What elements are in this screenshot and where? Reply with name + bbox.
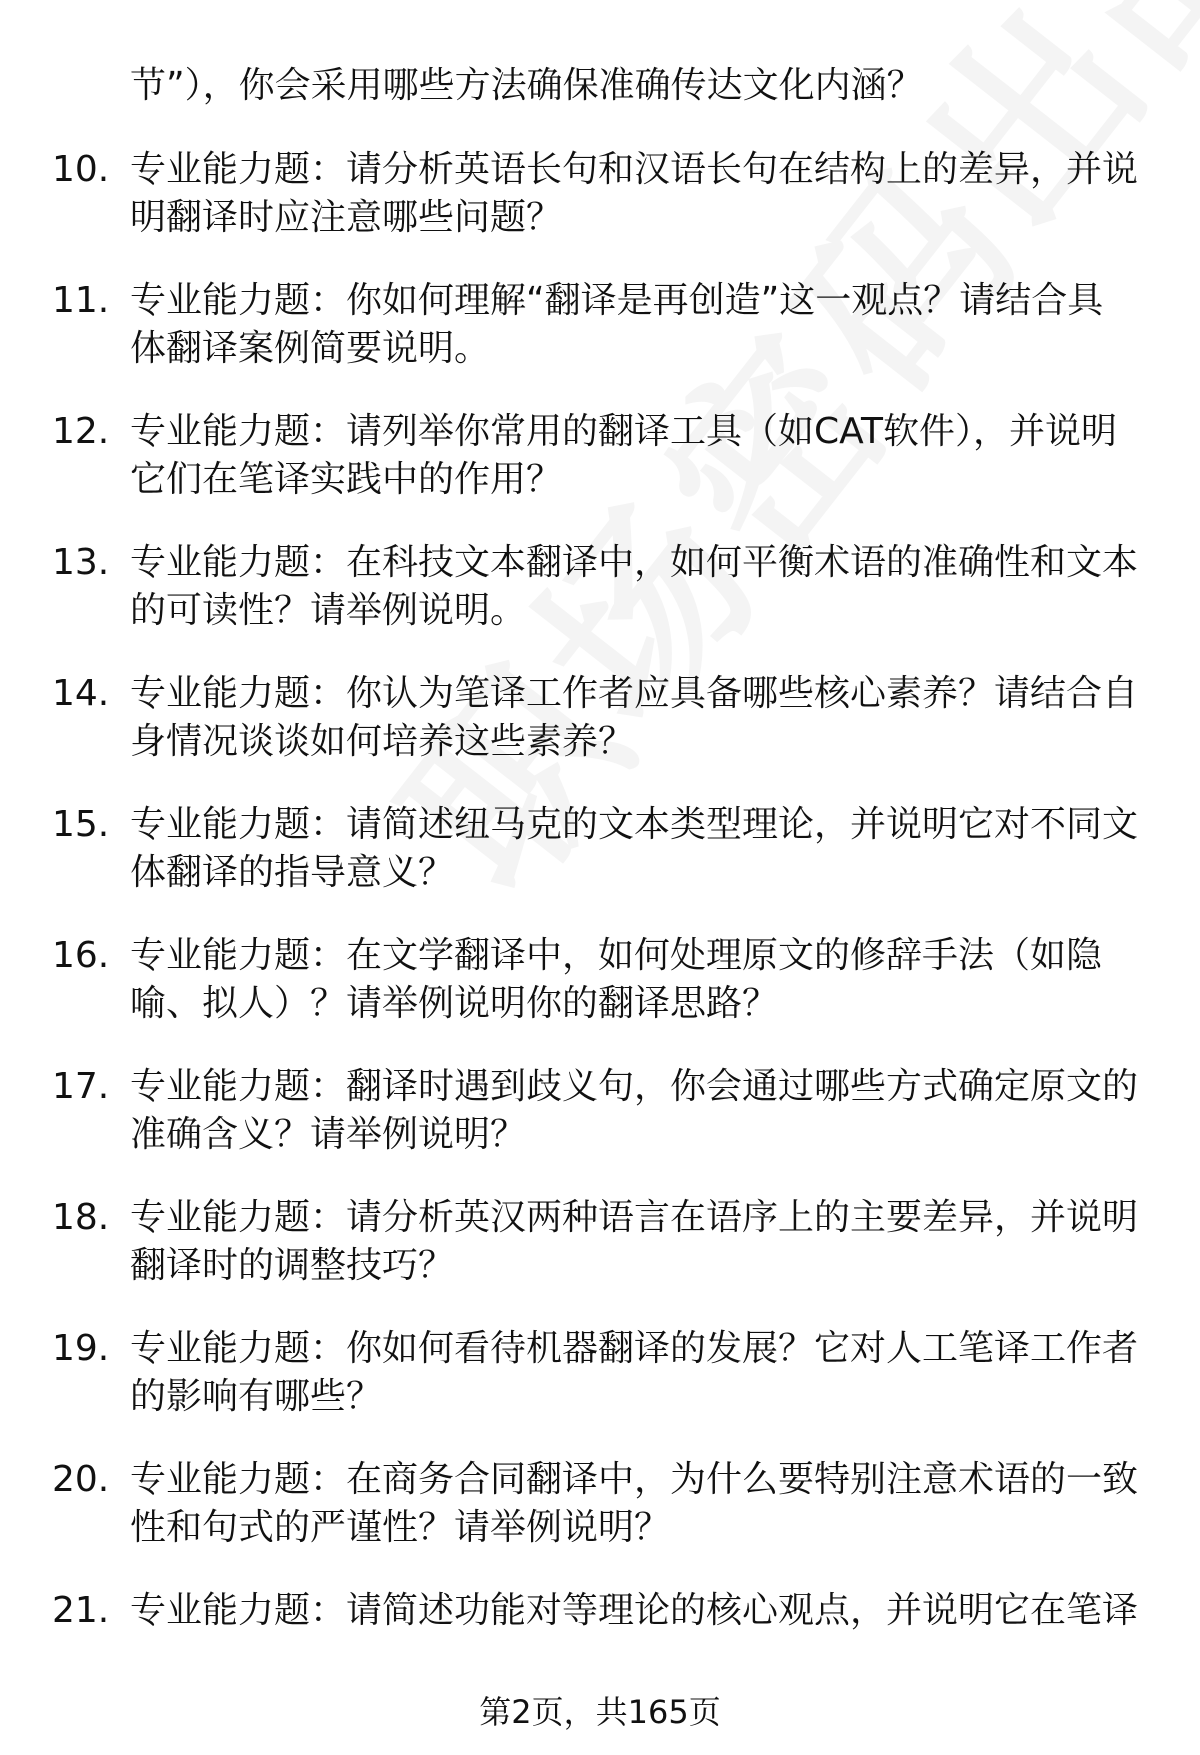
question-text-line: 翻译时的调整技巧？ bbox=[130, 1245, 455, 1286]
question-text-line: 专业能力题：你如何看待机器翻译的发展？它对人工笔译工作者 bbox=[130, 1328, 1139, 1369]
question-number: 10. bbox=[52, 149, 110, 190]
question-list bbox=[0, 146, 1200, 1718]
question-text-line: 专业能力题：请简述功能对等理论的核心观点，并说明它在笔译 bbox=[130, 1590, 1139, 1631]
question-number: 18. bbox=[52, 1197, 110, 1238]
question-text-line: 喻、拟人）？请举例说明你的翻译思路？ bbox=[130, 983, 779, 1024]
question-text bbox=[130, 1325, 1140, 1421]
question-number: 21. bbox=[52, 1590, 110, 1631]
question-text-line: 身情况谈谈如何培养这些素养？ bbox=[130, 721, 635, 762]
question-text-line: 专业能力题：请分析英汉两种语言在语序上的主要差异，并说明 bbox=[130, 1197, 1139, 1238]
question-text-line: 专业能力题：你如何理解“翻译是再创造”这一观点？请结合具 bbox=[130, 280, 1104, 321]
question-item bbox=[0, 1456, 1200, 1587]
question-text bbox=[130, 1063, 1140, 1159]
question-text bbox=[130, 277, 1140, 373]
question-number: 17. bbox=[52, 1066, 110, 1107]
question-item bbox=[0, 277, 1200, 408]
question-text-line: 专业能力题：你认为笔译工作者应具备哪些核心素养？请结合自 bbox=[130, 673, 1139, 714]
question-text-line: 专业能力题：请分析英语长句和汉语长句在结构上的差异，并说 bbox=[130, 149, 1139, 190]
question-number: 14. bbox=[52, 673, 110, 714]
question-text-line: 体翻译的指导意义？ bbox=[130, 852, 455, 893]
page-footer: 第2页，共165页 bbox=[479, 1693, 721, 1731]
question-text-line: 的影响有哪些？ bbox=[130, 1376, 383, 1417]
question-text bbox=[130, 146, 1140, 242]
question-text-line: 性和句式的严谨性？请举例说明？ bbox=[130, 1507, 671, 1548]
question-text-line: 专业能力题：翻译时遇到歧义句，你会通过哪些方式确定原文的 bbox=[130, 1066, 1139, 1107]
question-number: 12. bbox=[52, 411, 110, 452]
question-text bbox=[130, 1587, 1140, 1635]
question-text-line: 体翻译案例简要说明。 bbox=[130, 328, 491, 369]
question-text-line: 专业能力题：请简述纽马克的文本类型理论，并说明它对不同文 bbox=[130, 804, 1139, 845]
question-number: 13. bbox=[52, 542, 110, 583]
question-text-line: 明翻译时应注意哪些问题？ bbox=[130, 197, 563, 238]
question-text-line: 专业能力题：在文学翻译中，如何处理原文的修辞手法（如隐 bbox=[130, 935, 1103, 976]
question-text bbox=[130, 1456, 1140, 1552]
continued-line: 节”），你会采用哪些方法确保准确传达文化内涵？ bbox=[130, 65, 923, 106]
question-text-line: 的可读性？请举例说明。 bbox=[130, 590, 527, 631]
question-item bbox=[0, 932, 1200, 1063]
question-item bbox=[0, 408, 1200, 539]
question-number: 15. bbox=[52, 804, 110, 845]
question-number: 11. bbox=[52, 280, 110, 321]
question-number: 16. bbox=[52, 935, 110, 976]
question-text bbox=[130, 801, 1140, 897]
question-number: 19. bbox=[52, 1328, 110, 1369]
question-text bbox=[130, 932, 1140, 1028]
question-text-line: 准确含义？请举例说明？ bbox=[130, 1114, 527, 1155]
question-number: 20. bbox=[52, 1459, 110, 1500]
question-text-line: 专业能力题：请列举你常用的翻译工具（如CAT软件），并说明 bbox=[130, 411, 1117, 452]
question-text bbox=[130, 408, 1140, 504]
question-text-line: 它们在笔译实践中的作用？ bbox=[130, 459, 563, 500]
question-text bbox=[130, 1194, 1140, 1290]
question-text bbox=[130, 539, 1140, 635]
question-item bbox=[0, 670, 1200, 801]
question-item bbox=[0, 1325, 1200, 1456]
question-text bbox=[130, 670, 1140, 766]
question-item bbox=[0, 801, 1200, 932]
question-item bbox=[0, 1063, 1200, 1194]
question-item bbox=[0, 146, 1200, 277]
question-text-line: 专业能力题：在科技文本翻译中，如何平衡术语的准确性和文本 bbox=[130, 542, 1139, 583]
question-item bbox=[0, 539, 1200, 670]
question-item bbox=[0, 1194, 1200, 1325]
question-text-line: 专业能力题：在商务合同翻译中，为什么要特别注意术语的一致 bbox=[130, 1459, 1139, 1500]
